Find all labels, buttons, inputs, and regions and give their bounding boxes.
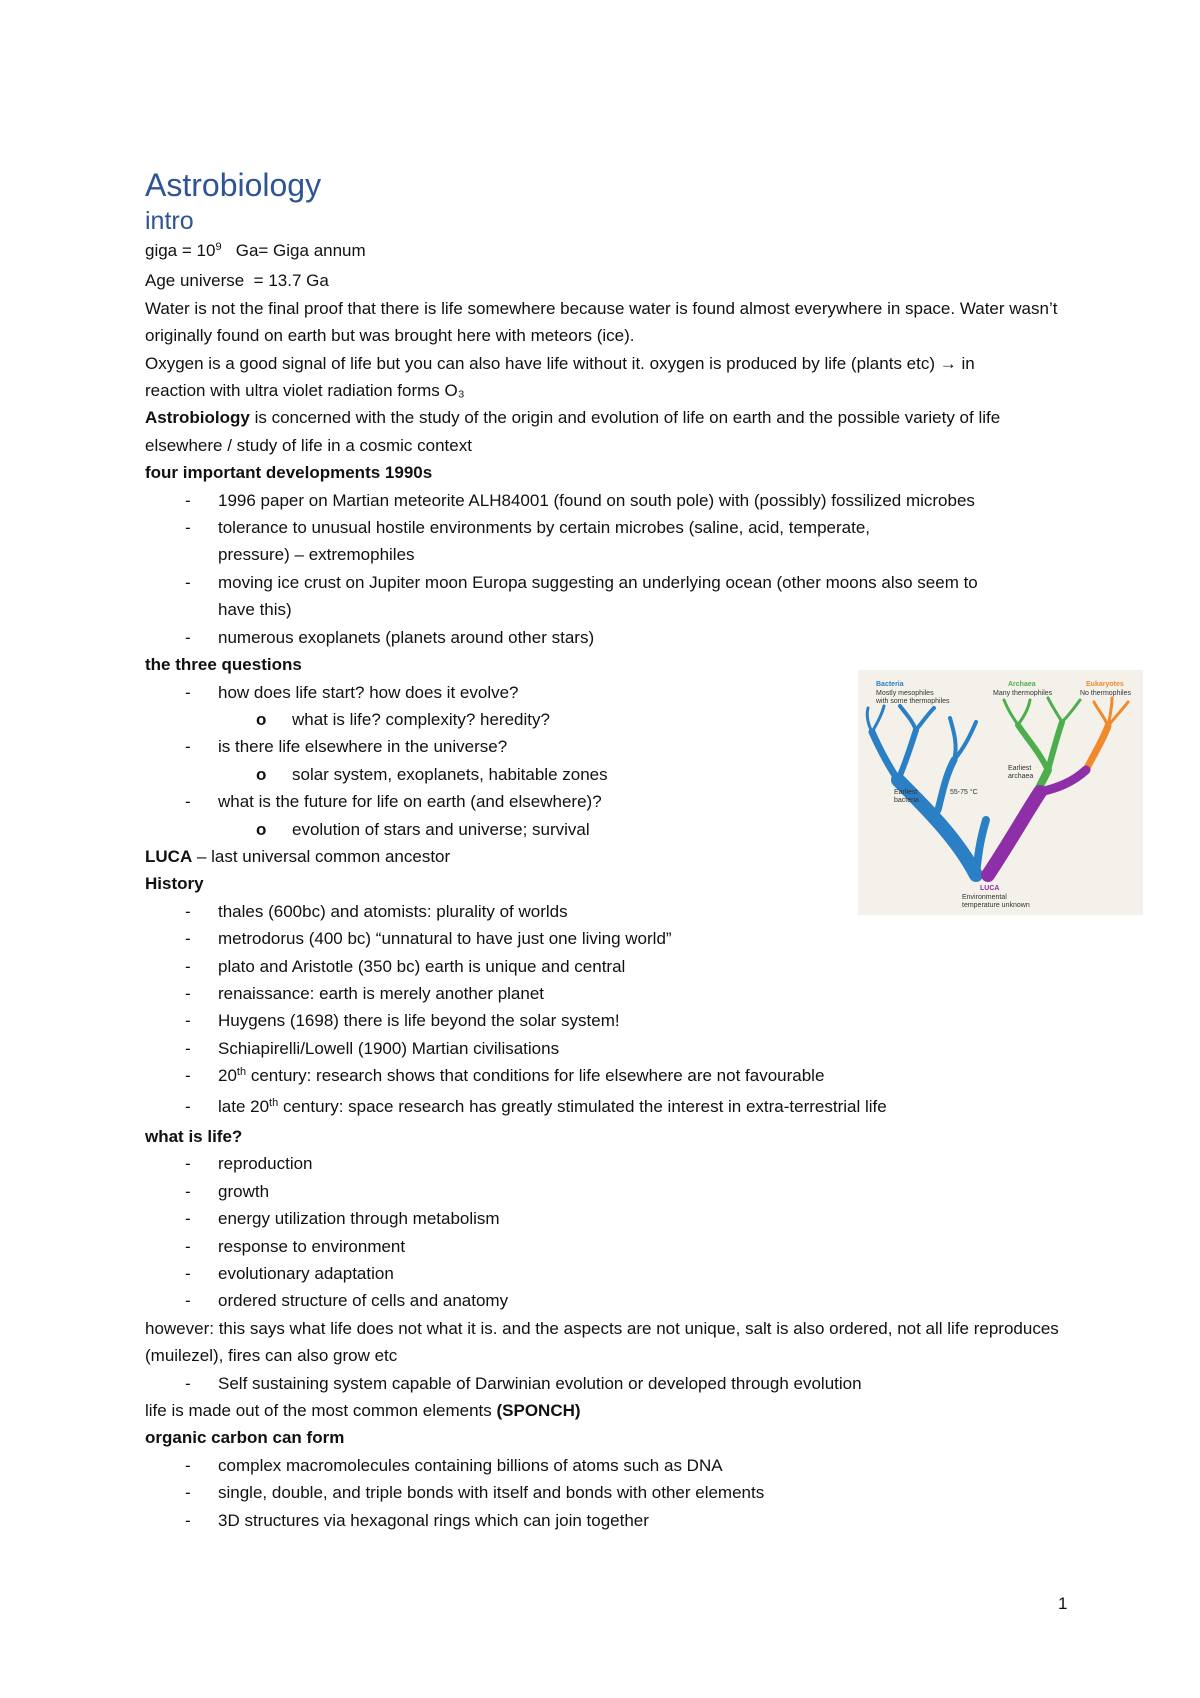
archaea-sub: Many thermophiles bbox=[993, 690, 1053, 697]
list-item: - Huygens (1698) there is life beyond the solar system! bbox=[145, 1007, 1065, 1034]
earliest-archaea-2: archaea bbox=[1008, 773, 1034, 780]
sub-list-item: o solar system, exoplanets, habitable zones bbox=[145, 761, 845, 788]
list-item: - Self sustaining system capable of Darwinian evolution or developed through evolution bbox=[145, 1370, 1065, 1397]
list-item: - metrodorus (400 bc) “unnatural to have just one living world” bbox=[145, 925, 1065, 952]
oxygen-paragraph: Oxygen is a good signal of life but you can also have life without it. oxygen is produced by life (plants etc) → in reaction with ultra violet radiation forms O₃ bbox=[145, 353, 975, 401]
eukaryotes-sub: No thermophiles bbox=[1080, 690, 1131, 697]
life-list bbox=[145, 1150, 1065, 1314]
list-item: - 1996 paper on Martian meteorite ALH84001 (found on south pole) with (possibly) fossilized microbes bbox=[145, 487, 988, 514]
temperature-label: 55-75 °C bbox=[950, 789, 978, 796]
page-number: 1 bbox=[1058, 1594, 1068, 1613]
astrobiology-definition: Astrobiology is concerned with the study of the origin and evolution of life on earth and the possible variety of life elsewhere / study of life in a cosmic context bbox=[145, 408, 1001, 455]
life-heading: what is life? bbox=[145, 1127, 243, 1146]
list-item: - how does life start? how does it evolve? o what is life? complexity? heredity? bbox=[145, 679, 845, 734]
list-item: - late 20th century: space research has greatly stimulated the interest in extra-terrestrial life bbox=[145, 1093, 1065, 1123]
eukaryotes-label: Eukaryotes bbox=[1086, 681, 1124, 688]
list-item: - response to environment bbox=[145, 1233, 1065, 1260]
list-item: - single, double, and triple bonds with itself and bonds with other elements bbox=[145, 1479, 1065, 1506]
list-item: - is there life elsewhere in the universe? o solar system, exoplanets, habitable zones bbox=[145, 733, 845, 788]
list-item: - growth bbox=[145, 1178, 1065, 1205]
age-universe-line: Age universe = 13.7 Ga bbox=[145, 271, 329, 291]
elements-line: life is made out of the most common elements (SPONCH) bbox=[145, 1401, 581, 1421]
list-item: - plato and Aristotle (350 bc) earth is unique and central bbox=[145, 953, 1065, 980]
water-paragraph: Water is not the final proof that there is life somewhere because water is found almost everywhere in space. Water wasn’t originally found on earth but was brought here with meteors (ice). bbox=[145, 298, 1058, 346]
luca-sub-1: Environmental bbox=[962, 894, 1007, 901]
list-item: - Schiapirelli/Lowell (1900) Martian civilisations bbox=[145, 1035, 1065, 1062]
page-title: Astrobiology bbox=[145, 167, 322, 203]
tree-of-life-diagram bbox=[858, 670, 1143, 915]
list-item: - 3D structures via hexagonal rings which can join together bbox=[145, 1507, 1065, 1534]
list-item: - complex macromolecules containing billions of atoms such as DNA bbox=[145, 1452, 1065, 1479]
luca-definition: LUCA – last universal common ancestor bbox=[145, 846, 451, 866]
luca-label: LUCA bbox=[980, 885, 1000, 892]
list-item: - tolerance to unusual hostile environments by certain microbes (saline, acid, temperate, pressure) – extremophiles bbox=[145, 514, 938, 569]
eukaryote-branches bbox=[1086, 698, 1128, 770]
tree-of-life-figure bbox=[858, 670, 1143, 915]
list-item: - ordered structure of cells and anatomy bbox=[145, 1287, 1065, 1314]
bacteria-sub-2: with some thermophiles bbox=[876, 698, 950, 705]
carbon-heading: organic carbon can form bbox=[145, 1428, 345, 1448]
bacteria-sub-1: Mostly mesophiles bbox=[876, 690, 934, 697]
luca-trunk bbox=[988, 770, 1086, 875]
list-item: - thales (600bc) and atomists: plurality of worlds bbox=[145, 898, 1065, 925]
carbon-list bbox=[145, 1452, 1065, 1534]
however-paragraph: however: this says what life does not what it is. and the aspects are not unique, salt is also ordered, not all life reproduces (muilezel), fires can also grow etc bbox=[145, 1318, 1059, 1366]
bacteria-label: Bacteria bbox=[876, 681, 904, 688]
luca-sub-2: temperature unknown bbox=[962, 902, 1030, 909]
list-item: - numerous exoplanets (planets around other stars) bbox=[145, 624, 1065, 651]
giga-definition: giga = $10^9$ Ga= Giga annum bbox=[145, 241, 366, 260]
section-heading-intro: intro bbox=[145, 207, 194, 235]
sub-list-item: o evolution of stars and universe; survival bbox=[145, 816, 845, 843]
list-item: - what is the future for life on earth (and elsewhere)? o evolution of stars and universe; survival bbox=[145, 788, 845, 843]
questions-heading: the three questions bbox=[145, 655, 302, 675]
questions-list bbox=[145, 679, 845, 843]
list-item: - renaissance: earth is merely another planet bbox=[145, 980, 1065, 1007]
archaea-label: Archaea bbox=[1008, 681, 1036, 688]
sub-list-item: o what is life? complexity? heredity? bbox=[145, 706, 845, 733]
earliest-bacteria-2: bacteria bbox=[894, 797, 919, 804]
self-sustaining-list bbox=[145, 1370, 1065, 1397]
developments-heading: four important developments 1990s bbox=[145, 463, 433, 483]
list-item: - energy utilization through metabolism bbox=[145, 1205, 1065, 1232]
list-item: - reproduction bbox=[145, 1150, 1065, 1177]
history-list bbox=[145, 898, 1065, 1123]
list-item: - 20th century: research shows that conditions for life elsewhere are not favourable bbox=[145, 1062, 1065, 1092]
developments-list bbox=[145, 487, 1065, 651]
list-item: - moving ice crust on Jupiter moon Europa suggesting an underlying ocean (other moons also seem to have this) bbox=[145, 569, 988, 624]
history-heading: History bbox=[145, 874, 204, 894]
earliest-archaea-1: Earliest bbox=[1008, 765, 1032, 772]
earliest-bacteria-1: Earliest bbox=[894, 789, 918, 796]
list-item: - evolutionary adaptation bbox=[145, 1260, 1065, 1287]
